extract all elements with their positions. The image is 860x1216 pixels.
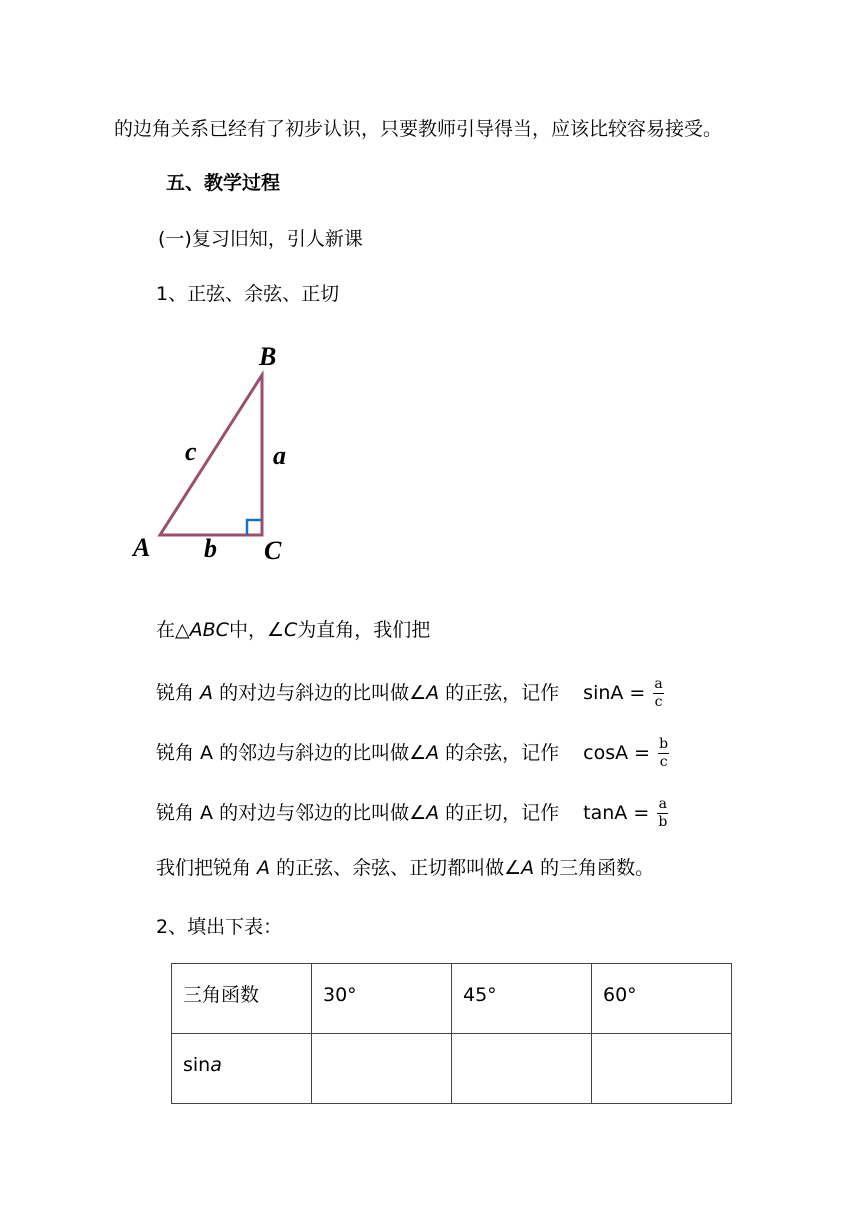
sine-text-1: 锐角 — [156, 682, 201, 704]
trig-values-table — [171, 963, 732, 1104]
table-header-row — [172, 964, 732, 1034]
vertex-a-label: A — [133, 533, 151, 562]
summary-sentence — [156, 855, 654, 881]
cosine-text-1: 锐角 A 的邻边与斜边的比叫做∠ — [156, 742, 427, 764]
tangent-text-1: 锐角 A 的对边与邻边的比叫做∠ — [156, 802, 427, 824]
cosine-fraction — [658, 736, 669, 771]
sine-var-a1: A — [200, 682, 214, 704]
setup-sentence — [156, 617, 430, 643]
setup-text-3: 为直角，我们把 — [297, 619, 431, 641]
summary-var-a2: A — [521, 857, 535, 879]
sine-numerator: a — [654, 676, 663, 692]
tangent-text-3: 的正切，记作 — [439, 802, 560, 824]
tangent-formula: tanA = — [583, 802, 650, 824]
sine-text-3: 的正弦，记作 — [439, 682, 560, 704]
header-cell-function: 三角函数 — [172, 964, 312, 1034]
tangent-denominator: b — [658, 814, 668, 830]
sine-definition — [156, 676, 664, 711]
sin-60-cell[interactable] — [592, 1034, 732, 1104]
cosine-formula: cosA = — [583, 742, 651, 764]
summary-text-2: 的正弦、余弦、正切都叫做∠ — [270, 857, 522, 879]
cosine-var-a2: A — [426, 742, 440, 764]
sine-formula: sinA = — [583, 682, 646, 704]
cosine-denominator: c — [659, 754, 668, 770]
setup-abc: ABC — [189, 619, 229, 641]
sine-var-a2: A — [426, 682, 440, 704]
right-angle-marker — [247, 520, 262, 535]
sin-30-cell[interactable] — [312, 1034, 452, 1104]
summary-text-1: 我们把锐角 — [156, 857, 258, 879]
section-heading: 五、教学过程 — [166, 172, 281, 194]
cosine-text-3: 的余弦，记作 — [439, 742, 560, 764]
row-label-sin — [172, 1034, 312, 1104]
tangent-var-a2: A — [426, 802, 440, 824]
header-cell-60: 60° — [592, 964, 732, 1034]
side-c-label: c — [185, 437, 197, 466]
sine-fraction — [653, 676, 663, 711]
vertex-c-label: C — [264, 536, 282, 565]
sine-denominator: c — [654, 694, 663, 710]
side-b-label: b — [204, 534, 217, 563]
setup-text-1: 在△ — [156, 619, 190, 641]
sin-45-cell[interactable] — [452, 1034, 592, 1104]
vertex-b-label: B — [259, 342, 277, 371]
setup-text-2: 中，∠ — [228, 619, 284, 641]
header-cell-30: 30° — [312, 964, 452, 1034]
sin-variable: a — [210, 1054, 222, 1076]
header-cell-45: 45° — [452, 964, 592, 1034]
tangent-fraction — [657, 796, 668, 831]
summary-var-a1: A — [257, 857, 271, 879]
sine-text-2: 的对边与斜边的比叫做∠ — [213, 682, 427, 704]
subsection-heading: (一)复习旧知，引人新课 — [158, 228, 363, 250]
setup-c: C — [283, 619, 298, 641]
table-row — [172, 1034, 732, 1104]
item-2-title: 2、填出下表： — [156, 916, 283, 938]
cosine-definition — [156, 736, 669, 771]
cosine-numerator: b — [659, 736, 669, 752]
intro-paragraph-line: 的边角关系已经有了初步认识，只要教师引导得当，应该比较容易接受。 — [114, 118, 723, 140]
triangle-outline — [160, 375, 262, 535]
sin-prefix: sin — [183, 1054, 211, 1076]
summary-text-3: 的三角函数。 — [534, 857, 655, 879]
item-1-title: 1、正弦、余弦、正切 — [156, 283, 340, 305]
tangent-numerator: a — [658, 796, 667, 812]
tangent-definition — [156, 796, 668, 831]
side-a-label: a — [273, 441, 286, 470]
